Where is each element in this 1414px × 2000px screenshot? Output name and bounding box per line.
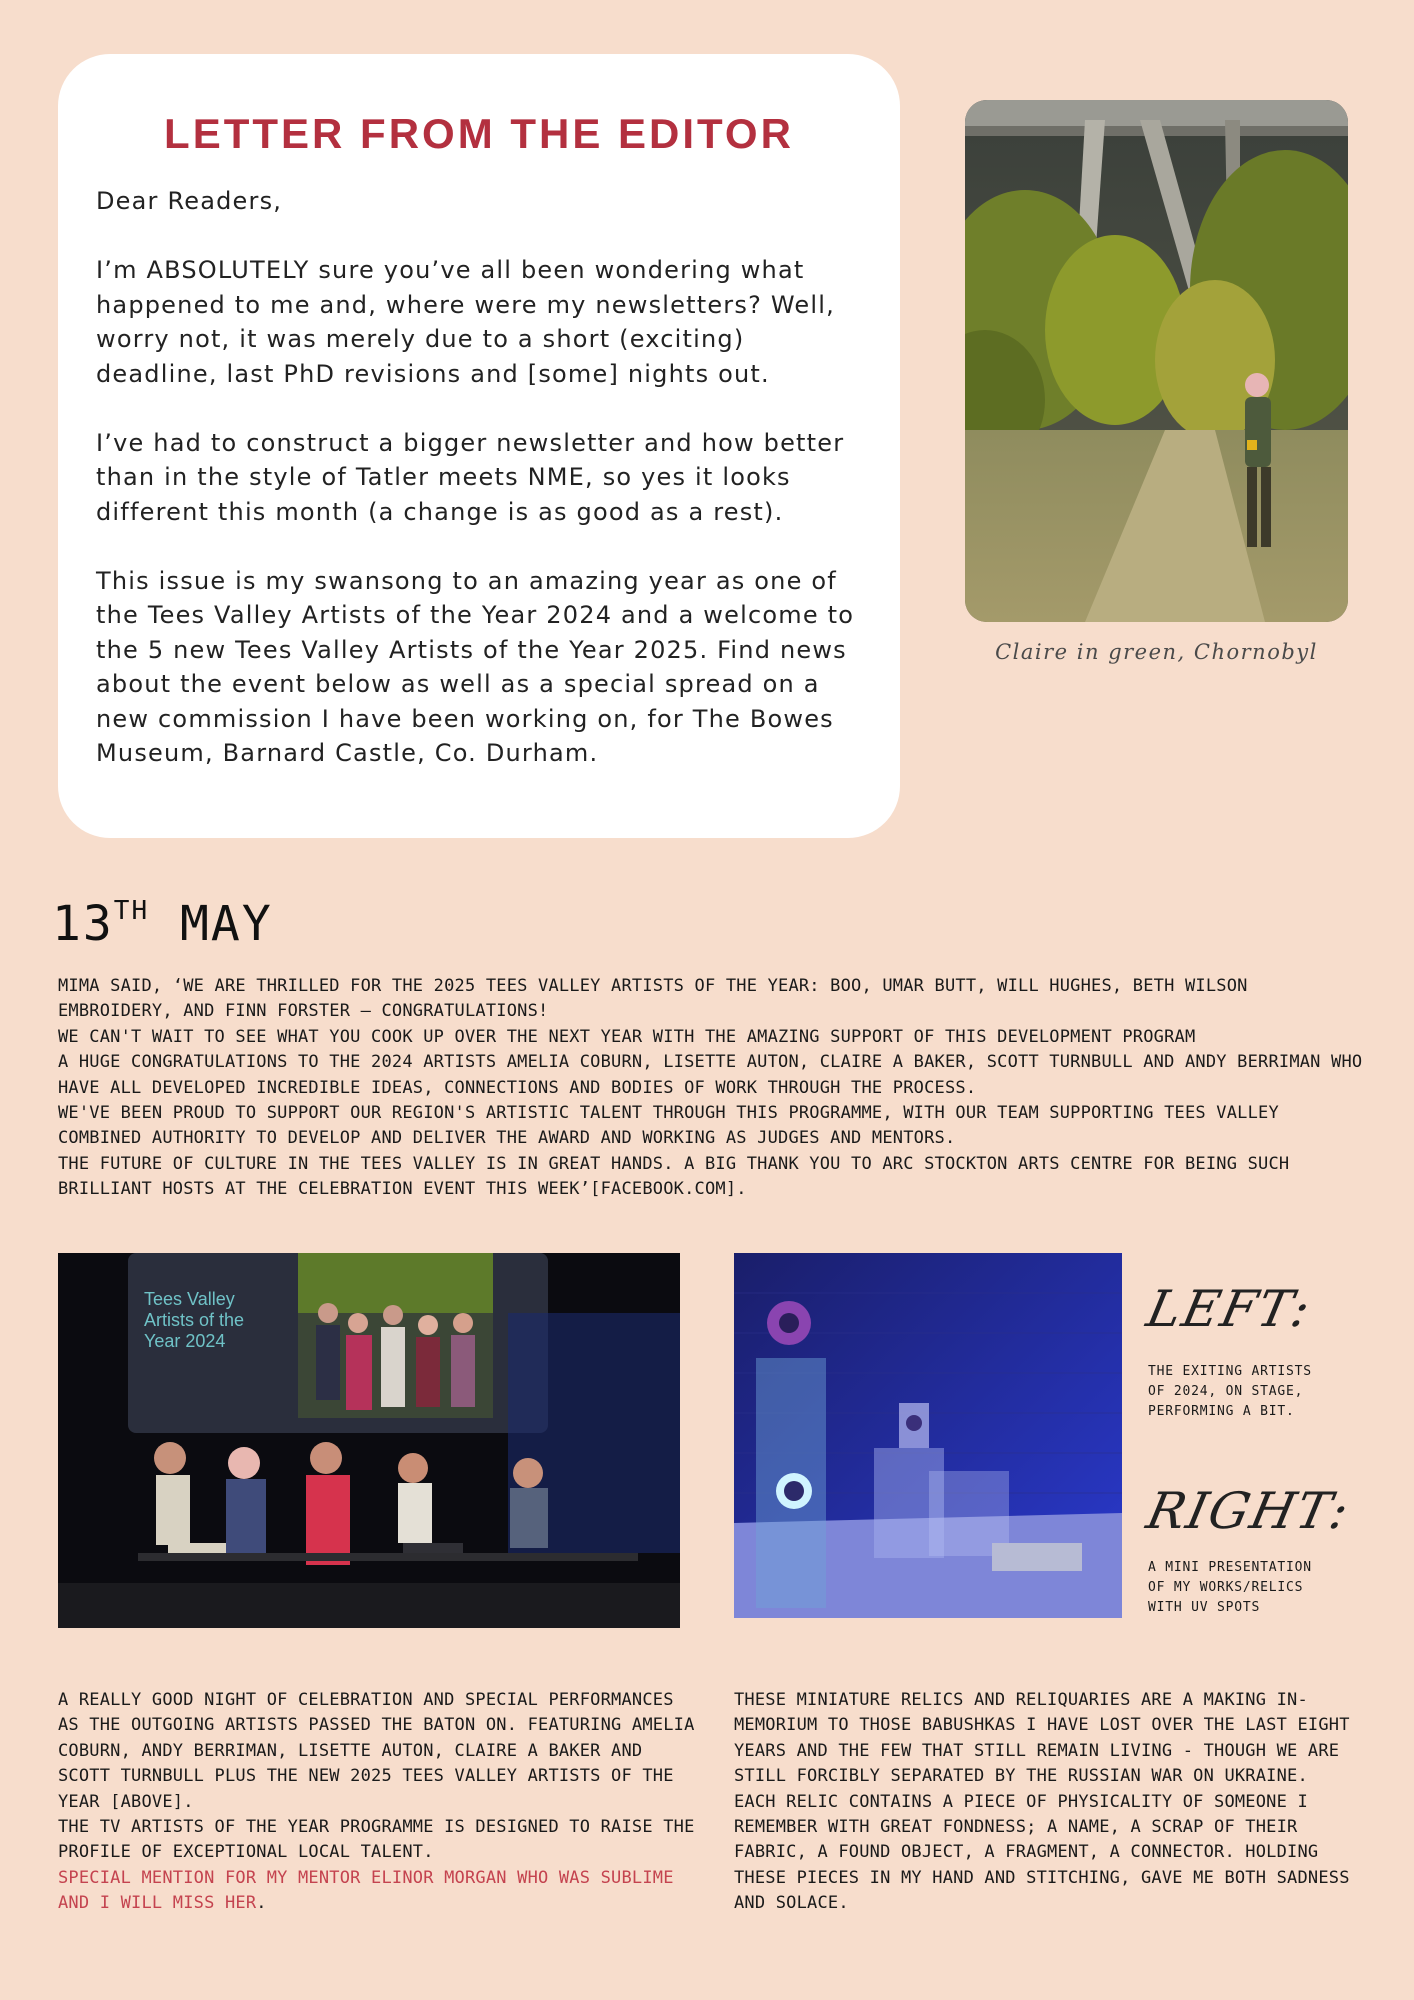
letter-card — [58, 54, 900, 838]
stage-screen-line-1: Tees Valley — [144, 1289, 235, 1309]
left-label: LEFT: — [1141, 1280, 1317, 1338]
letter-paragraph-1: I’m ABSOLUTELY sure you’ve all been wondering what happened to me and, where were my newsletters? Well, worry not, it was merely due to a short (exciting) deadline, last PhD revisions and [some] nights out. — [96, 256, 835, 388]
event-description-text: A REALLY GOOD NIGHT OF CELEBRATION AND SPECIAL PERFORMANCES AS THE OUTGOING ARTISTS PASSED THE BATON ON. FEATURING AMELIA COBURN, ANDY BERRIMAN, LISETTE AUTON, CLAIRE A BAKER AND SCOTT TURNBULL PLUS THE NEW 2025 TEES VALLEY ARTISTS OF THE YEAR [ABOVE]. THE TV ARTISTS OF THE YEAR PROGRAMME IS DESIGNED TO RAISE THE PROFILE OF EXCEPTIONAL LOCAL TALENT. — [58, 1690, 695, 1863]
event-description — [58, 1688, 698, 1917]
photo-uv-relics — [734, 1253, 1122, 1618]
right-note: A MINI PRESENTATION OF MY WORKS/RELICS WITH UV SPOTS — [1148, 1560, 1312, 1615]
date-day: 13 — [52, 896, 114, 952]
letter-greeting: Dear Readers, — [96, 187, 283, 215]
relics-description: THESE MINIATURE RELICS AND RELIQUARIES ARE A MAKING IN-MEMORIUM TO THOSE BABUSHKAS I HAVE LOST OVER THE LAST EIGHT YEARS AND THE FEW THAT STILL REMAIN LIVING - THOUGH WE ARE STILL FORCIBLY SEPARATED BY THE RUSSIAN WAR ON UKRAINE. EACH RELIC CONTAINS A PIECE OF PHYSICALITY OF SOMEONE I REMEMBER WITH GREAT FONDNESS; A NAME, A SCRAP OF THEIR FABRIC, A FOUND OBJECT, A FRAGMENT, A CONNECTOR. HOLDING THESE PIECES IN MY HAND AND STITCHING, GAVE ME BOTH SADNESS AND SOLACE. — [734, 1690, 1350, 1914]
photo-claire-chornobyl — [965, 100, 1348, 622]
mentor-mention: SPECIAL MENTION FOR MY MENTOR ELINOR MORGAN WHO WAS SUBLIME AND I WILL MISS HER — [58, 1867, 674, 1914]
left-note: THE EXITING ARTISTS OF 2024, ON STAGE, PERFORMING A BIT. — [1148, 1364, 1312, 1419]
date-suffix: TH — [113, 896, 150, 926]
date-month: MAY — [180, 896, 273, 952]
right-label: RIGHT: — [1141, 1482, 1356, 1540]
photo-stage-artists — [58, 1253, 680, 1628]
letter-title: LETTER FROM THE EDITOR — [164, 110, 794, 157]
mima-quote: MIMA SAID, ‘WE ARE THRILLED FOR THE 2025 TEES VALLEY ARTISTS OF THE YEAR: BOO, UMAR BUTT, WILL HUGHES, BETH WILSON EMBROIDERY, AND FINN FORSTER – CONGRATULATIONS! WE CAN'T WAIT TO SEE WHAT YOU COOK UP OVER THE NEXT YEAR WITH THE AMAZING SUPPORT OF THIS DEVELOPMENT PROGRAM A HUGE CONGRATULATIONS TO THE 2024 ARTISTS AMELIA COBURN, LISETTE AUTON, CLAIRE A BAKER, SCOTT TURNBULL AND ANDY BERRIMAN WHO HAVE ALL DEVELOPED INCREDIBLE IDEAS, CONNECTIONS AND BODIES OF WORK THROUGH THE PROCESS. WE'VE BEEN PROUD TO SUPPORT OUR REGION'S ARTISTIC TALENT THROUGH THIS PROGRAMME, WITH OUR TEAM SUPPORTING TEES VALLEY COMBINED AUTHORITY TO DEVELOP AND DELIVER THE AWARD AND WORKING AS JUDGES AND MENTORS. THE FUTURE OF CULTURE IN THE TEES VALLEY IS IN GREAT HANDS. A BIG THANK YOU TO ARC STOCKTON ARTS CENTRE FOR BEING SUCH BRILLIANT HOSTS AT THE CELEBRATION EVENT THIS WEEK’[FACEBOOK.COM]. — [58, 976, 1363, 1200]
letter-paragraph-3: This issue is my swansong to an amazing year as one of the Tees Valley Artists of the Year 2024 and a welcome to the 5 new Tees Valley Artists of the Year 2025. Find news about the event below as well as a special spread on a new commission I have been working on, for The Bowes Museum, Barnard Castle, Co. Durham. — [96, 566, 855, 767]
letter-paragraph-2: I’ve had to construct a bigger newsletter and how better than in the style of Tatler meets NME, so yes it looks different this month (a change is as good as a rest). — [96, 428, 845, 526]
photo-caption: Claire in green, Chornobyl — [995, 640, 1318, 664]
stage-screen-line-3: Year 2024 — [144, 1331, 226, 1351]
event-description-end: . — [256, 1893, 267, 1914]
date-heading — [52, 896, 273, 952]
stage-screen-line-2: Artists of the — [144, 1310, 245, 1330]
letter-body — [96, 184, 862, 771]
